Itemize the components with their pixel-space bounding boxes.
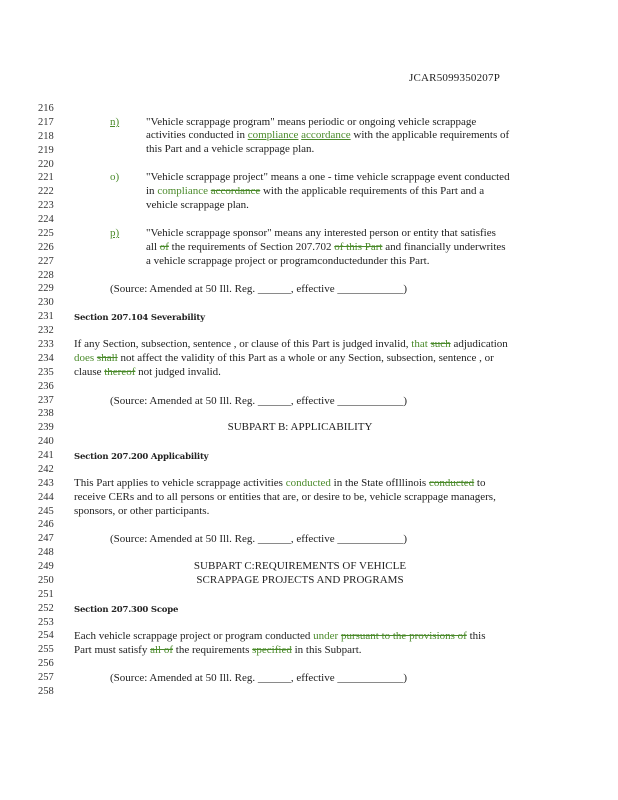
- section-300-line1: Each vehicle scrappage project or program conducted under pursuant to the provisions of this: [74, 630, 486, 642]
- def-o-label: o): [110, 171, 120, 183]
- line-number: 227: [38, 255, 54, 267]
- line-number: 256: [38, 658, 54, 670]
- section-104-line2: does shall not affect the validity of this Part as a whole or any Section, subsection, sentence , or: [74, 352, 494, 364]
- line-number: 255: [38, 644, 54, 656]
- source-note-2: (Source: Amended at 50 Ill. Reg. ______, effective ____________): [110, 395, 408, 407]
- line-number: 258: [38, 686, 54, 697]
- section-300-line2: Part must satisfy all of the requirements specified in this Subpart.: [74, 644, 362, 656]
- line-number: 221: [38, 172, 54, 184]
- line-number: 216: [38, 103, 54, 114]
- def-o-line1: "Vehicle scrappage project" means a one - time vehicle scrappage event conducted: [146, 171, 510, 183]
- line-number: 257: [38, 672, 54, 684]
- def-p-line1: "Vehicle scrappage sponsor" means any interested person or entity that satisfies: [146, 227, 496, 239]
- def-p-line2: all of the requirements of Section 207.702 of this Part and financially underwrites: [146, 241, 506, 253]
- line-number: 223: [38, 200, 54, 212]
- def-n-line3: this Part and a vehicle scrappage plan.: [146, 143, 315, 155]
- line-number: 234: [38, 352, 54, 364]
- line-number: 225: [38, 227, 54, 239]
- line-number: 220: [38, 158, 54, 170]
- line-number: 241: [38, 450, 54, 461]
- section-104-line3: clause thereof not judged invalid.: [74, 366, 221, 378]
- source-note-3: (Source: Amended at 50 Ill. Reg. ______, effective ____________): [110, 533, 408, 545]
- line-number: 243: [38, 477, 54, 489]
- subpart-c-heading-line1: SUBPART C:REQUIREMENTS OF VEHICLE: [193, 560, 407, 572]
- line-number: 245: [38, 505, 54, 517]
- line-number: 239: [38, 422, 54, 434]
- line-number: 244: [38, 491, 54, 503]
- source-note-1: (Source: Amended at 50 Ill. Reg. ______, effective ____________): [110, 283, 408, 295]
- line-number: 254: [38, 630, 54, 642]
- document-id: JCAR5099350207P: [409, 72, 501, 84]
- section-300-heading: Section 207.300 Scope: [74, 605, 179, 615]
- line-number: 250: [38, 574, 54, 586]
- subpart-c-heading-line2: SCRAPPAGE PROJECTS AND PROGRAMS: [196, 574, 404, 586]
- def-n-line2: activities conducted in compliance accordance with the applicable requirements of: [146, 129, 510, 141]
- def-o-line2: in compliance accordance with the applicable requirements of this Part and a: [146, 185, 485, 197]
- line-number: 232: [38, 325, 54, 337]
- line-number: 238: [38, 408, 54, 420]
- line-number: 249: [38, 561, 54, 572]
- line-number: 222: [38, 186, 54, 198]
- section-200-line3: sponsors, or other participants.: [74, 505, 210, 517]
- line-number: 235: [38, 366, 54, 378]
- line-number: 229: [38, 283, 54, 295]
- def-n-label: n): [110, 116, 120, 128]
- line-number: 233: [38, 339, 54, 350]
- line-number: 226: [38, 241, 54, 253]
- def-p-label: p): [110, 227, 120, 239]
- def-n-line1: "Vehicle scrappage program" means periodic or ongoing vehicle scrappage: [146, 116, 477, 128]
- line-number: 237: [38, 394, 54, 406]
- section-200-line1: This Part applies to vehicle scrappage activities conducted in the State ofIllinois conducted to: [74, 477, 486, 489]
- line-number: 247: [38, 533, 54, 545]
- line-number: 253: [38, 616, 54, 628]
- def-p-line3: a vehicle scrappage project or programconductedunder this Part.: [146, 255, 430, 267]
- line-number: 251: [38, 588, 54, 600]
- line-number: 230: [38, 297, 54, 309]
- line-number: 218: [38, 130, 54, 142]
- line-number: 231: [38, 311, 54, 323]
- line-number: 219: [38, 144, 54, 156]
- line-number: 217: [38, 116, 54, 128]
- section-104-heading: Section 207.104 Severability: [74, 313, 205, 323]
- line-number: 242: [38, 463, 54, 475]
- line-number: 224: [38, 214, 54, 225]
- line-number: 248: [38, 547, 54, 559]
- subpart-b-heading: SUBPART B: APPLICABILITY: [227, 421, 373, 433]
- line-number: 228: [38, 269, 54, 281]
- line-number: 252: [38, 602, 54, 614]
- line-number: 246: [38, 519, 54, 531]
- def-o-line3: vehicle scrappage plan.: [146, 199, 249, 211]
- line-number: 240: [38, 436, 54, 448]
- section-200-line2: receive CERs and to all persons or entities that are, or desire to be, vehicle scrappage managers,: [74, 491, 496, 503]
- section-200-heading: Section 207.200 Applicability: [74, 452, 209, 462]
- line-number: 236: [38, 380, 54, 392]
- section-104-line1: If any Section, subsection, sentence , or clause of this Part is judged invalid, that such adjudication: [74, 338, 508, 350]
- source-note-4: (Source: Amended at 50 Ill. Reg. ______, effective ____________): [110, 672, 408, 684]
